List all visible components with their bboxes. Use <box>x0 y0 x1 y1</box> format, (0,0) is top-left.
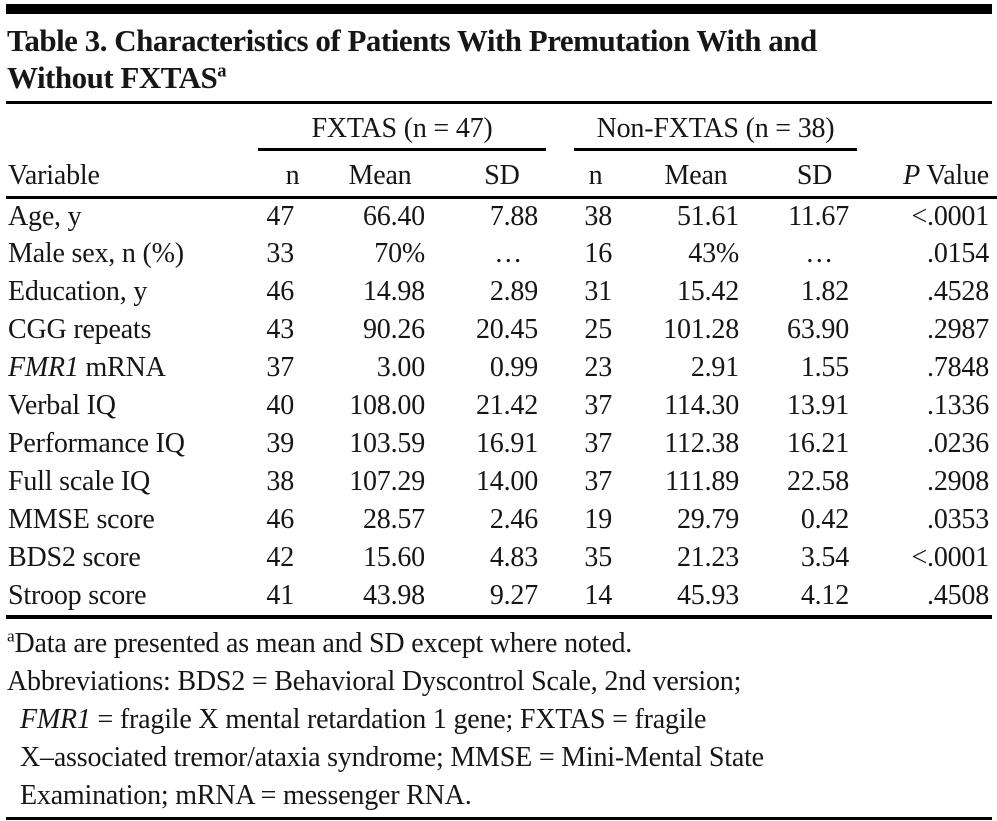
col-header-p-italic: P <box>903 159 920 191</box>
cell-p-value: .2987 <box>927 314 990 345</box>
cell-n-fxtas: 46 <box>266 504 294 535</box>
cell-mean-nonfxtas: 2.91 <box>690 352 740 383</box>
cell-n-nonfxtas: 23 <box>584 352 613 383</box>
table-row <box>6 463 997 501</box>
cell-variable <box>6 197 258 235</box>
cell-n-fxtas: 47 <box>266 200 294 232</box>
cell-n-fxtas: 38 <box>266 466 294 497</box>
group-header-nonfxtas-label: Non-FXTAS (n = 38) <box>574 113 857 151</box>
cell-n-nonfxtas: 19 <box>584 504 613 535</box>
footnote-marker: a <box>7 626 15 646</box>
table-title <box>7 22 992 96</box>
cell-variable <box>6 463 258 501</box>
table-row <box>6 577 997 615</box>
cell-sd-fxtas: 9.27 <box>489 580 539 611</box>
table-row <box>6 425 997 463</box>
cell-sd-fxtas: 14.00 <box>476 466 539 497</box>
cell-variable <box>6 501 258 539</box>
cell-variable <box>6 539 258 577</box>
cell-n-fxtas: 46 <box>266 276 294 307</box>
column-header-row <box>6 151 997 197</box>
table-row <box>6 311 997 349</box>
cell-n-nonfxtas: 25 <box>584 314 613 345</box>
col-header-p-value <box>857 151 997 197</box>
cell-sd-nonfxtas: 16.21 <box>787 428 850 459</box>
cell-mean-nonfxtas: 112.38 <box>664 428 740 459</box>
cell-mean-fxtas: 66.40 <box>362 200 425 232</box>
col-header-sd-fxtas: SD <box>433 151 546 197</box>
cell-mean-nonfxtas: 21.23 <box>677 542 740 573</box>
cell-mean-fxtas: 90.26 <box>362 314 425 345</box>
col-header-sd-nonfxtas: SD <box>747 151 857 197</box>
table-row <box>6 387 997 425</box>
group-header-fxtas-label: FXTAS (n = 47) <box>258 113 546 151</box>
group-header-nonfxtas <box>546 104 857 151</box>
col-header-mean-fxtas: Mean <box>302 151 433 197</box>
footnote-line-data <box>7 625 992 663</box>
footnote-line-examination: Examination; mRNA = messenger RNA. <box>20 780 472 811</box>
cell-mean-nonfxtas: 45.93 <box>677 580 740 611</box>
cell-sd-fxtas: 20.45 <box>476 314 539 345</box>
variable-label: Education, y <box>8 276 148 307</box>
cell-mean-fxtas: 14.98 <box>362 276 425 307</box>
col-header-variable: Variable <box>6 151 258 197</box>
table-title-line2 <box>7 59 992 96</box>
cell-n-fxtas: 33 <box>266 238 294 269</box>
table-footnotes <box>7 625 992 815</box>
cell-sd-fxtas: 4.83 <box>489 542 539 573</box>
variable-label: Stroop score <box>8 580 147 611</box>
patients-table <box>6 104 997 615</box>
title-footnote-marker: a <box>217 60 227 82</box>
cell-sd-nonfxtas: 13.91 <box>787 390 850 421</box>
variable-label: MMSE score <box>8 504 155 535</box>
bottom-rule <box>6 817 992 820</box>
cell-mean-nonfxtas: 114.30 <box>664 390 740 421</box>
footnote-line-fmr1 <box>7 701 992 739</box>
cell-p-value: <.0001 <box>911 542 990 573</box>
footnote-text: = fragile X mental retardation 1 gene; FXTAS = fragile <box>90 704 707 735</box>
cell-n-fxtas: 41 <box>266 580 294 611</box>
cell-p-value: .4508 <box>927 580 990 611</box>
cell-sd-nonfxtas: 1.55 <box>800 352 850 383</box>
table-row <box>6 539 997 577</box>
cell-n-fxtas: 37 <box>266 352 294 383</box>
cell-n-fxtas: 39 <box>266 428 294 459</box>
table-title-line1: Table 3. Characteristics of Patients With Premutation With and <box>7 23 817 58</box>
cell-n-fxtas: 42 <box>266 542 294 573</box>
cell-n-nonfxtas: 37 <box>584 390 613 421</box>
variable-label: mRNA <box>78 352 166 383</box>
col-header-p-rest: Value <box>919 159 990 191</box>
cell-mean-fxtas: 15.60 <box>362 542 425 573</box>
variable-label: CGG repeats <box>8 314 152 345</box>
cell-sd-nonfxtas: 11.67 <box>788 200 850 232</box>
cell-sd-fxtas: … <box>494 238 523 269</box>
cell-n-nonfxtas: 35 <box>584 542 613 573</box>
cell-mean-nonfxtas: 29.79 <box>677 504 740 535</box>
cell-variable <box>6 425 258 463</box>
table-row <box>6 197 997 235</box>
cell-sd-nonfxtas: 3.54 <box>800 542 850 573</box>
cell-variable <box>6 311 258 349</box>
cell-mean-nonfxtas: 51.61 <box>677 200 740 232</box>
variable-label: Age, y <box>8 200 82 232</box>
cell-sd-nonfxtas: 4.12 <box>800 580 850 611</box>
cell-mean-fxtas: 108.00 <box>349 390 425 421</box>
cell-sd-fxtas: 0.99 <box>489 352 539 383</box>
cell-n-nonfxtas: 31 <box>584 276 613 307</box>
cell-p-value: .2908 <box>927 466 990 497</box>
cell-mean-nonfxtas: 43% <box>688 238 740 269</box>
cell-n-nonfxtas: 16 <box>584 238 613 269</box>
variable-label: Full scale IQ <box>8 466 151 497</box>
table-row <box>6 273 997 311</box>
cell-mean-fxtas: 43.98 <box>362 580 425 611</box>
cell-mean-nonfxtas: 111.89 <box>665 466 740 497</box>
cell-n-nonfxtas: 37 <box>584 428 613 459</box>
table-row <box>6 349 997 387</box>
cell-sd-nonfxtas: 0.42 <box>800 504 850 535</box>
cell-p-value: .0154 <box>927 238 990 269</box>
cell-variable <box>6 349 258 387</box>
cell-variable <box>6 577 258 615</box>
cell-p-value: <.0001 <box>911 200 990 232</box>
table-row <box>6 501 997 539</box>
cell-sd-nonfxtas: 1.82 <box>800 276 850 307</box>
footnote-rule <box>6 615 992 619</box>
variable-label: BDS2 score <box>8 542 141 573</box>
cell-p-value: .0353 <box>927 504 990 535</box>
cell-n-nonfxtas: 14 <box>584 580 613 611</box>
col-header-n-fxtas: n <box>258 151 302 197</box>
cell-mean-fxtas: 107.29 <box>349 466 425 497</box>
cell-mean-fxtas: 103.59 <box>349 428 425 459</box>
table-row <box>6 235 997 273</box>
variable-italic: FMR1 <box>8 352 79 383</box>
group-header-fxtas <box>258 104 546 151</box>
group-header-spacer-left <box>6 104 258 151</box>
footnote-fmr1-italic: FMR1 <box>20 704 91 735</box>
cell-variable <box>6 235 258 273</box>
cell-n-fxtas: 43 <box>266 314 294 345</box>
cell-n-fxtas: 40 <box>266 390 294 421</box>
cell-sd-nonfxtas: 22.58 <box>787 466 850 497</box>
cell-sd-fxtas: 21.42 <box>476 390 539 421</box>
cell-sd-nonfxtas: … <box>805 238 834 269</box>
group-header-row <box>6 104 997 151</box>
cell-sd-fxtas: 16.91 <box>476 428 539 459</box>
footnote-text: Data are presented as mean and SD except where noted. <box>14 628 633 659</box>
cell-variable <box>6 387 258 425</box>
cell-p-value: .4528 <box>927 276 990 307</box>
cell-sd-nonfxtas: 63.90 <box>787 314 850 345</box>
cell-variable <box>6 273 258 311</box>
col-header-mean-nonfxtas: Mean <box>620 151 747 197</box>
cell-p-value: .7848 <box>927 352 990 383</box>
cell-p-value: .0236 <box>927 428 990 459</box>
footnote-line-abbreviations: Abbreviations: BDS2 = Behavioral Dyscontrol Scale, 2nd version; <box>7 666 742 697</box>
cell-p-value: .1336 <box>927 390 990 421</box>
top-bar <box>6 4 992 14</box>
table-title-line2-text: Without FXTAS <box>7 60 218 95</box>
cell-mean-fxtas: 3.00 <box>376 352 425 383</box>
group-header-spacer-right <box>857 104 997 151</box>
cell-sd-fxtas: 7.88 <box>489 200 539 232</box>
cell-sd-fxtas: 2.46 <box>489 504 539 535</box>
cell-n-nonfxtas: 38 <box>584 200 613 232</box>
cell-mean-fxtas: 28.57 <box>362 504 425 535</box>
col-header-n-nonfxtas: n <box>546 151 620 197</box>
footnote-line-xassociated: X–associated tremor/ataxia syndrome; MMSE = Mini-Mental State <box>20 742 764 773</box>
cell-mean-fxtas: 70% <box>374 238 425 269</box>
variable-label: Male sex, n (%) <box>8 238 184 269</box>
cell-n-nonfxtas: 37 <box>584 466 613 497</box>
cell-mean-nonfxtas: 101.28 <box>663 314 740 345</box>
cell-mean-nonfxtas: 15.42 <box>677 276 740 307</box>
cell-sd-fxtas: 2.89 <box>489 276 539 307</box>
variable-label: Performance IQ <box>8 428 185 459</box>
variable-label: Verbal IQ <box>8 390 116 421</box>
